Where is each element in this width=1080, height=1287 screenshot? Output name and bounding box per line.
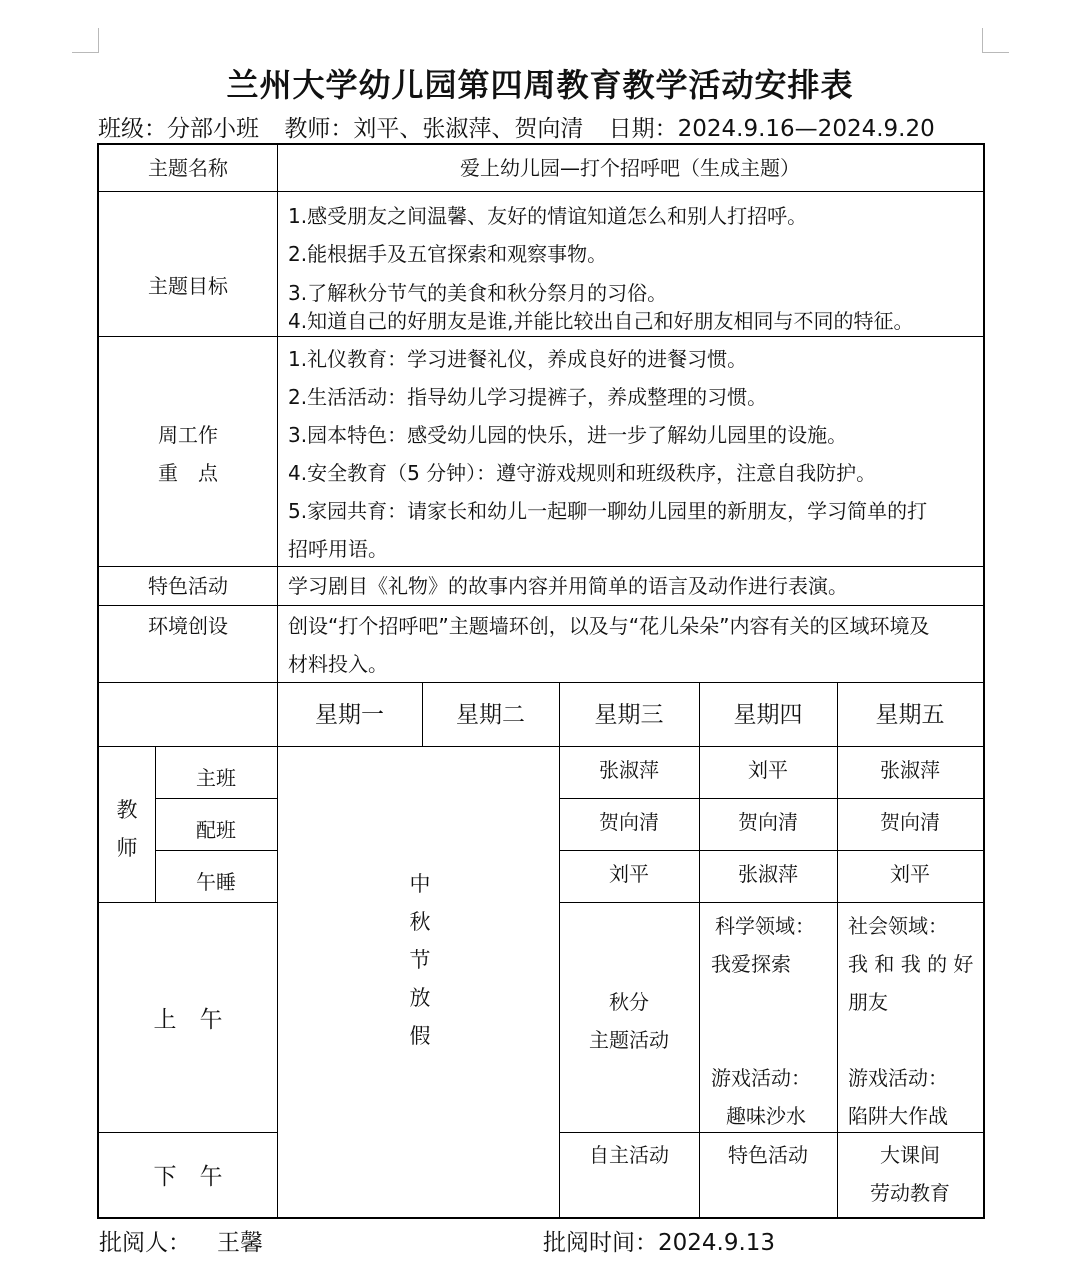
morning-wed: 秋分: [609, 990, 649, 1014]
focus-item: 1.礼仪教育：学习进餐礼仪，养成良好的进餐习惯。: [288, 347, 748, 371]
teacher-cell: 贺向清: [880, 810, 940, 834]
day-header-mon: 星期一: [315, 702, 384, 728]
teacher-label: 教师：: [284, 116, 354, 142]
theme-goals-label: 主题目标: [148, 274, 228, 298]
reviewer: [99, 1224, 263, 1257]
afternoon-fri: 大课间: [880, 1143, 940, 1167]
class-label: 班级：: [98, 116, 167, 142]
teacher-cell: 刘平: [609, 862, 649, 886]
role-assistant: 配班: [196, 818, 236, 842]
theme-name-value: 爱上幼儿园—打个招呼吧（生成主题）: [460, 156, 800, 180]
special-value: 学习剧目《礼物》的故事内容并用简单的语言及动作进行表演。: [288, 574, 848, 598]
reviewer-label: 批阅人：: [99, 1230, 191, 1256]
environment-line: 创设“打个招呼吧”主题墙环创，以及与“花儿朵朵”内容有关的区域环境及: [288, 614, 930, 638]
page-corner-mark: [72, 28, 99, 53]
morning-fri: 朋友: [848, 990, 888, 1014]
document-title: 兰州大学幼儿园第四周教育教学活动安排表: [226, 66, 854, 104]
review-time: [543, 1224, 775, 1257]
date-label: 日期：: [608, 116, 678, 142]
environment-line: 材料投入。: [288, 652, 388, 676]
day-header-tue: 星期二: [456, 702, 525, 728]
theme-goal-item: 1.感受朋友之间温馨、友好的情谊知道怎么和别人打招呼。: [288, 204, 808, 228]
teacher-cell: 贺向清: [738, 810, 798, 834]
special-label: 特色活动: [148, 574, 228, 598]
role-nap: 午睡: [196, 870, 236, 894]
morning-fri: 社会领域：: [848, 914, 948, 938]
schedule-table: [97, 143, 985, 1219]
date-value: 2024.9.16—2024.9.20: [677, 116, 935, 142]
review-time-value: 2024.9.13: [658, 1230, 776, 1256]
teacher-cell: 刘平: [748, 758, 788, 782]
teacher-cell: 张淑萍: [738, 862, 798, 886]
afternoon-label: 下 午: [153, 1164, 223, 1190]
reviewer-value: 王馨: [217, 1230, 263, 1256]
class-value: 分部小班: [167, 116, 259, 142]
role-main: 主班: [196, 766, 236, 790]
day-header-wed: 星期三: [594, 702, 664, 728]
focus-item: 2.生活活动：指导幼儿学习提裤子，养成整理的习惯。: [288, 385, 768, 409]
teacher-group-label: 师: [116, 836, 138, 860]
morning-fri: 我 和 我 的 好: [848, 952, 974, 976]
focus-item: 招呼用语。: [288, 537, 388, 561]
holiday-char: 节: [409, 948, 431, 972]
holiday-char: 中: [409, 872, 431, 896]
review-time-label: 批阅时间：: [543, 1230, 658, 1256]
theme-goal-item: 2.能根据手及五官探索和观察事物。: [288, 242, 608, 266]
teacher-cell: 刘平: [890, 862, 930, 886]
focus-label-line2: 重 点: [158, 461, 218, 485]
holiday-char: 放: [409, 986, 431, 1010]
focus-item: 3.园本特色：感受幼儿园的快乐，进一步了解幼儿园里的设施。: [288, 423, 848, 447]
page-corner-mark: [982, 28, 1009, 53]
focus-item: 4.安全教育（5 分钟）：遵守游戏规则和班级秩序，注意自我防护。: [288, 461, 877, 485]
holiday-char: 假: [409, 1024, 431, 1048]
morning-fri: 陷阱大作战: [848, 1104, 948, 1128]
theme-goal-item: 3.了解秋分节气的美食和秋分祭月的习俗。: [288, 281, 668, 305]
teacher-cell: 张淑萍: [599, 758, 659, 782]
environment-label: 环境创设: [148, 614, 228, 638]
morning-thu: 趣味沙水: [726, 1104, 806, 1128]
teacher-cell: 贺向清: [599, 810, 659, 834]
morning-thu: 游戏活动：: [711, 1066, 811, 1090]
info-line: [98, 110, 988, 143]
morning-fri: 游戏活动：: [848, 1066, 948, 1090]
morning-label: 上 午: [153, 1007, 223, 1033]
focus-item: 5.家园共育：请家长和幼儿一起聊一聊幼儿园里的新朋友，学习简单的打: [288, 499, 928, 523]
holiday-char: 秋: [409, 910, 431, 934]
theme-goal-item: 4.知道自己的好朋友是谁,并能比较出自己和好朋友相同与不同的特征。: [288, 309, 914, 333]
afternoon-wed: 自主活动: [589, 1143, 669, 1167]
afternoon-thu: 特色活动: [728, 1143, 808, 1167]
morning-thu: 科学领域：: [715, 914, 815, 938]
morning-thu: 我爱探索: [711, 952, 791, 976]
day-header-fri: 星期五: [875, 702, 945, 728]
afternoon-fri: 劳动教育: [870, 1181, 950, 1205]
teacher-cell: 张淑萍: [880, 758, 940, 782]
teacher-value: 刘平、张淑萍、贺向清: [353, 116, 584, 142]
day-header-thu: 星期四: [733, 702, 803, 728]
focus-label-line1: 周工作: [158, 423, 218, 447]
teacher-group-label: 教: [116, 798, 138, 822]
theme-name-label: 主题名称: [148, 156, 228, 180]
morning-wed: 主题活动: [589, 1028, 669, 1052]
